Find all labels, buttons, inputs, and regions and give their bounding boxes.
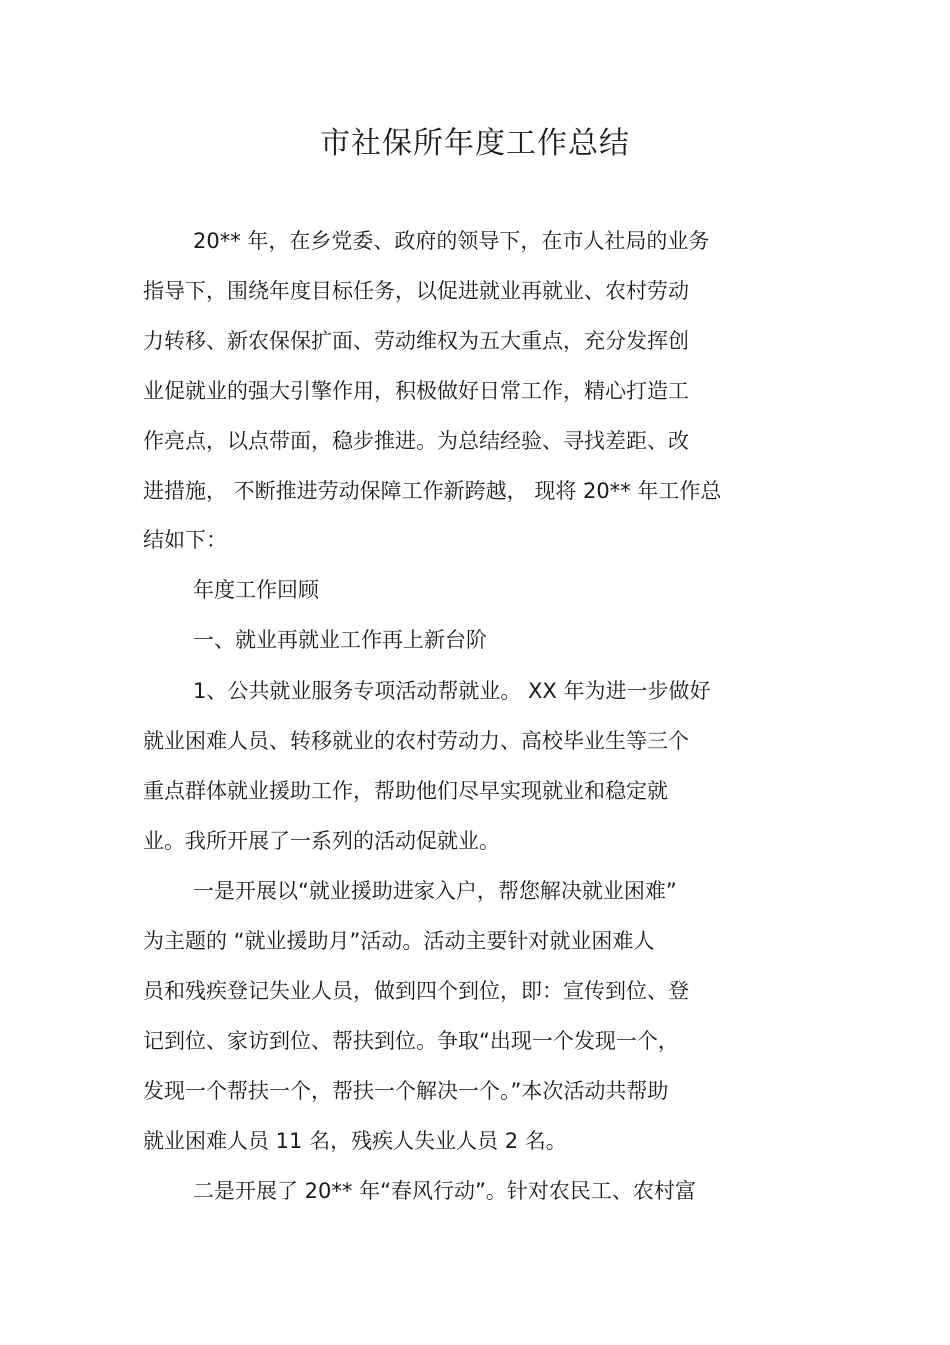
paragraph-line: 进措施， 不断推进劳动保障工作新跨越， 现将 20** 年工作总 bbox=[143, 479, 722, 503]
paragraph-line: 员和残疾登记失业人员，做到四个到位，即：宣传到位、登 bbox=[143, 979, 689, 1003]
paragraph-line: 记到位、家访到位、帮扶到位。争取“出现一个发现一个， bbox=[143, 1029, 679, 1053]
paragraph-line: 结如下： bbox=[143, 528, 227, 552]
document-title: 市社保所年度工作总结 bbox=[320, 126, 630, 161]
paragraph-line: 力转移、新农保保扩面、劳动维权为五大重点，充分发挥创 bbox=[143, 329, 689, 353]
paragraph-line: 就业困难人员 11 名，残疾人失业人员 2 名。 bbox=[143, 1129, 567, 1153]
paragraph-line: 业。我所开展了一系列的活动促就业。 bbox=[143, 829, 500, 853]
paragraph-line: 20** 年，在乡党委、政府的领导下，在市人社局的业务 bbox=[193, 229, 710, 253]
paragraph-line: 业促就业的强大引擎作用，积极做好日常工作，精心打造工 bbox=[143, 379, 689, 403]
paragraph-line: 发现一个帮扶一个，帮扶一个解决一个。”本次活动共帮助 bbox=[143, 1079, 669, 1103]
paragraph-line: 1、公共就业服务专项活动帮就业。 XX 年为进一步做好 bbox=[193, 679, 711, 703]
paragraph-line: 就业困难人员、转移就业的农村劳动力、高校毕业生等三个 bbox=[143, 729, 689, 753]
paragraph-line: 重点群体就业援助工作，帮助他们尽早实现就业和稳定就 bbox=[143, 779, 668, 803]
paragraph-line: 作亮点，以点带面，稳步推进。为总结经验、寻找差距、改 bbox=[143, 429, 689, 453]
section-heading: 年度工作回顾 bbox=[193, 578, 319, 602]
paragraph-line: 二是开展了 20** 年“春风行动”。针对农民工、农村富 bbox=[193, 1179, 696, 1203]
paragraph-line: 一是开展以“就业援助进家入户，帮您解决就业困难” bbox=[193, 879, 677, 903]
section-heading: 一、就业再就业工作再上新台阶 bbox=[193, 628, 487, 652]
paragraph-line: 为主题的 “就业援助月”活动。活动主要针对就业困难人 bbox=[143, 929, 655, 953]
paragraph-line: 指导下，围绕年度目标任务，以促进就业再就业、农村劳动 bbox=[143, 279, 689, 303]
